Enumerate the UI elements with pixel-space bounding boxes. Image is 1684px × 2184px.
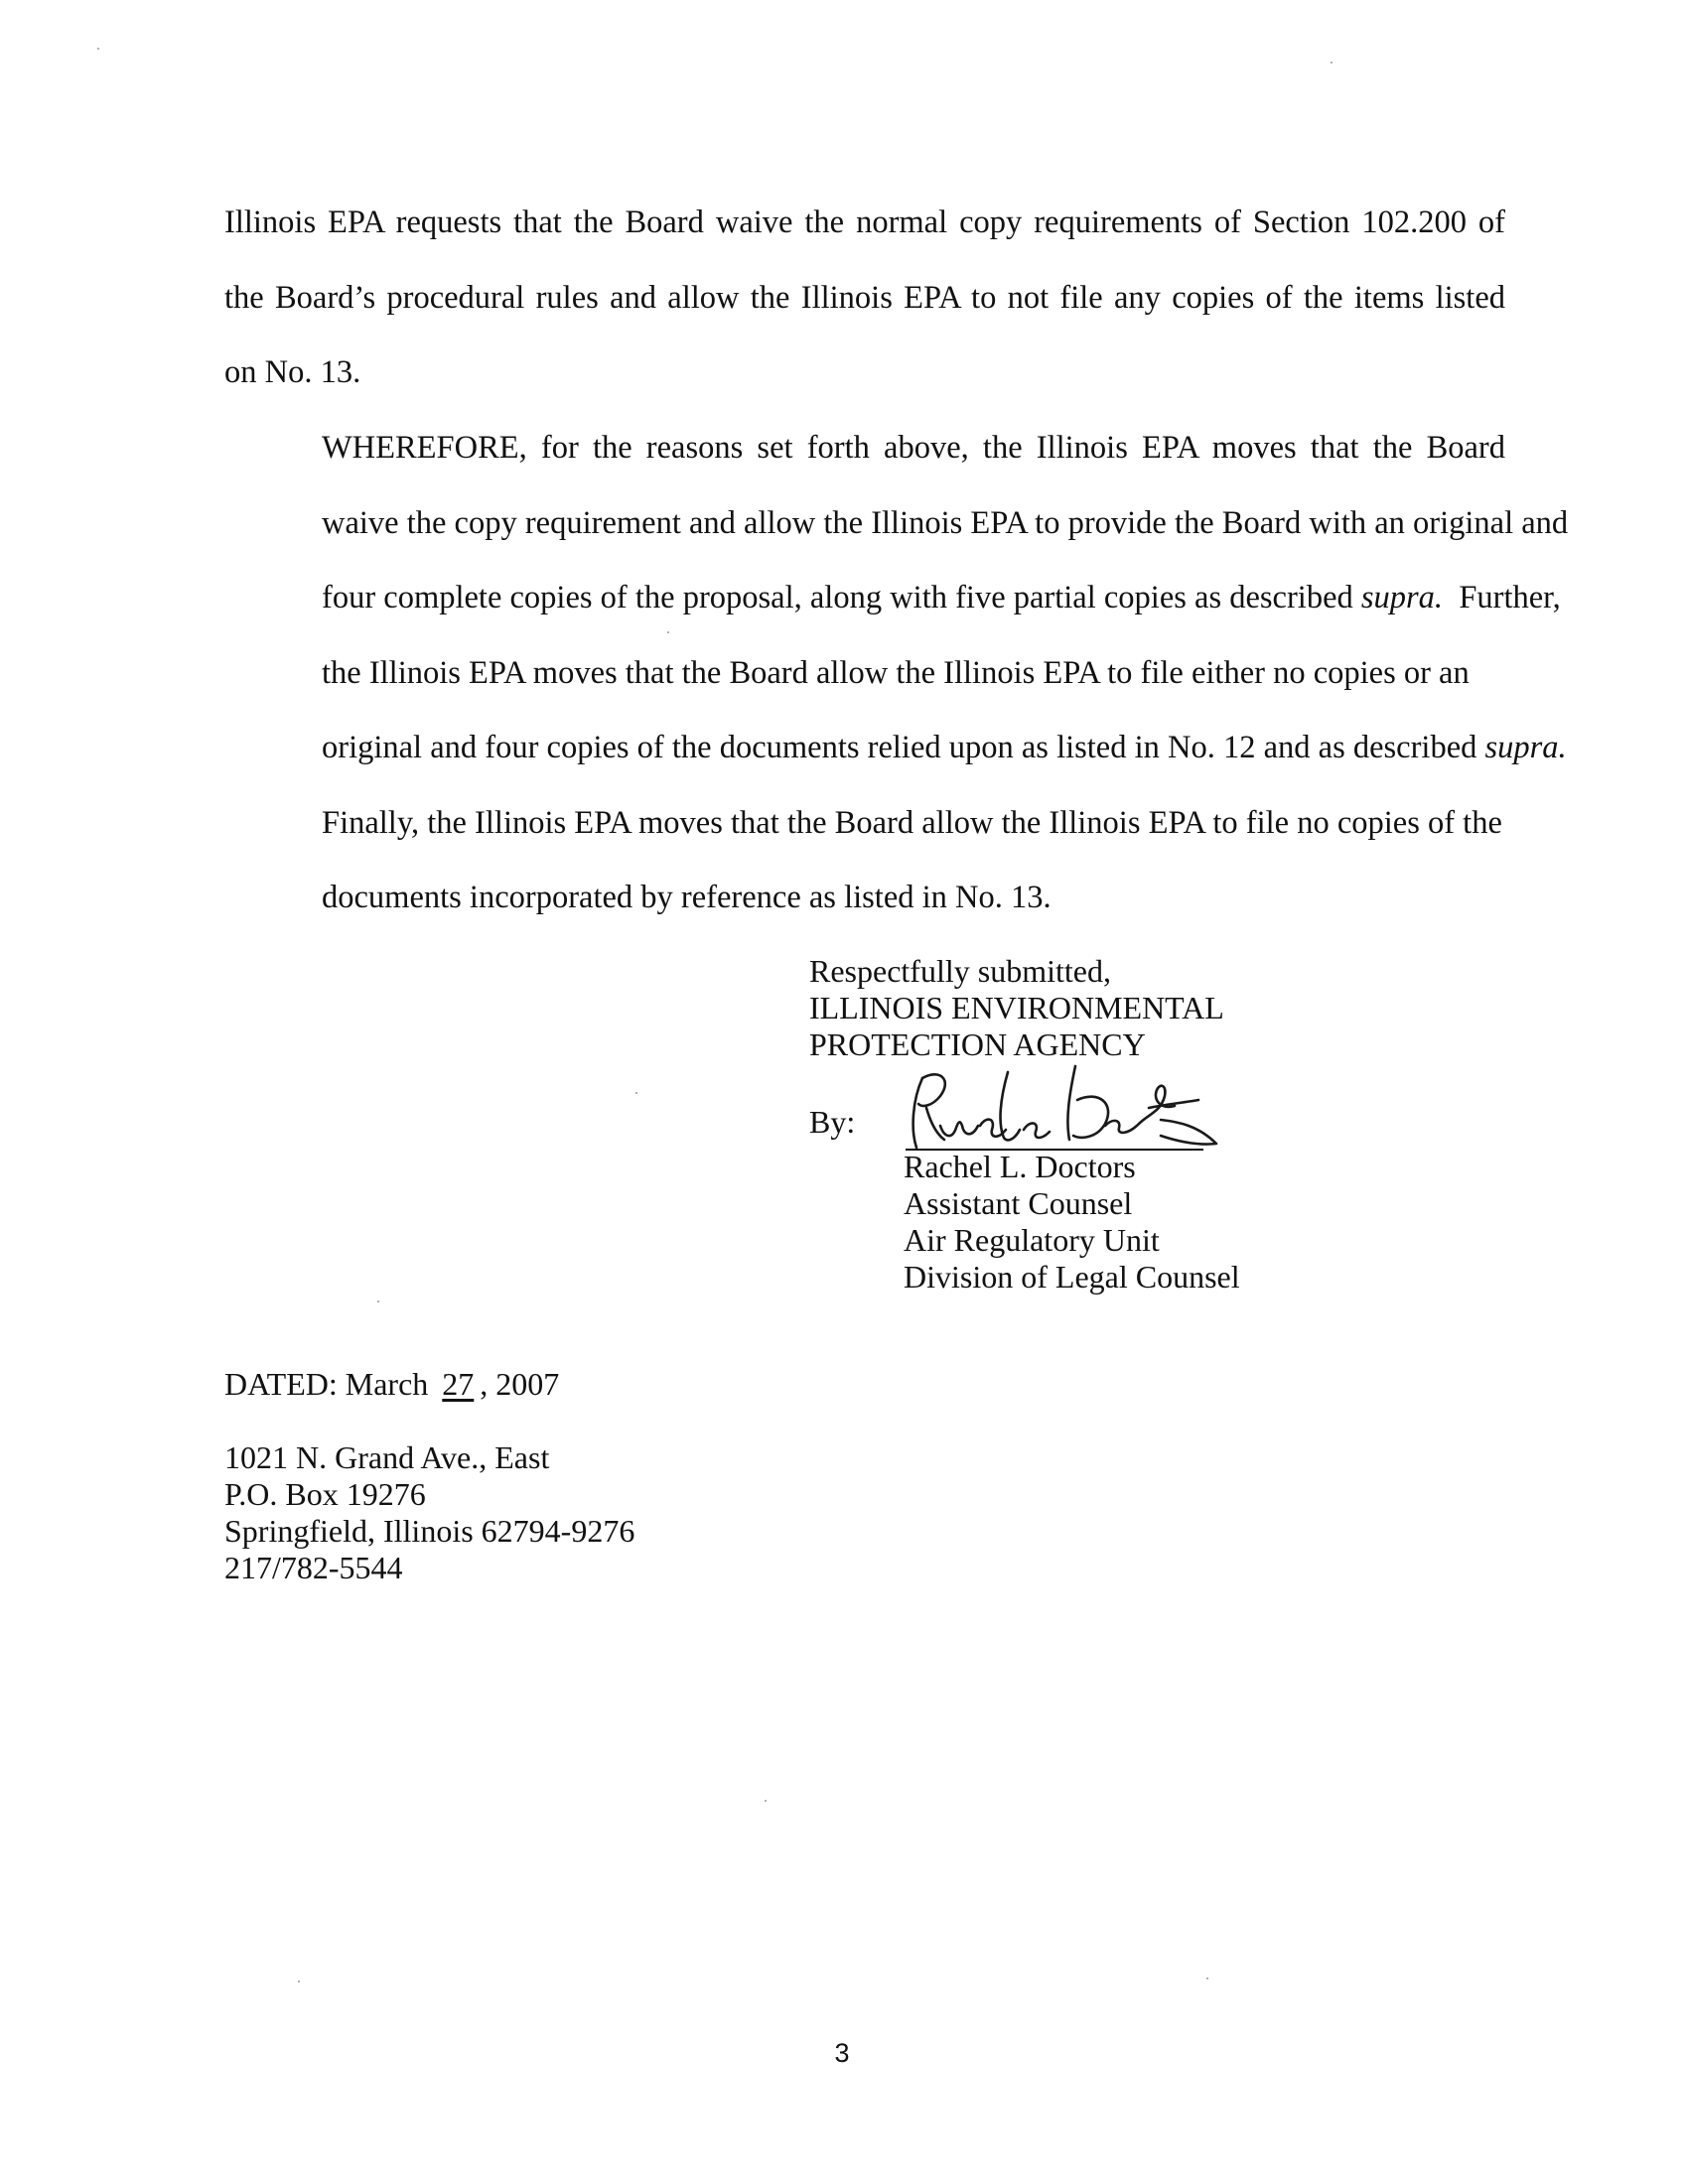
scan-speck — [377, 1300, 379, 1302]
address-street: 1021 N. Grand Ave., East — [224, 1439, 550, 1475]
scan-speck — [298, 1980, 300, 1982]
paragraph-line: documents incorporated by reference as listed in No. 13. — [322, 880, 1052, 915]
handwritten-signature — [901, 1060, 1228, 1155]
signer-division: Division of Legal Counsel — [904, 1259, 1240, 1295]
text-run: original and four copies of the documents relied upon as listed in No. 12 and as described — [322, 730, 1477, 765]
scan-speck — [97, 48, 99, 50]
by-label: By: — [809, 1104, 856, 1140]
scan-speck — [635, 1092, 637, 1094]
closing-text: Respectfully submitted, — [809, 953, 1111, 989]
address-block — [224, 1439, 634, 1586]
dated-line — [224, 1366, 559, 1403]
address-city: Springfield, Illinois 62794-9276 — [224, 1513, 635, 1549]
signature-icon — [901, 1060, 1228, 1155]
italic-supra: supra. — [1360, 580, 1444, 615]
paragraph-line — [224, 711, 1567, 786]
signer-unit: Air Regulatory Unit — [904, 1222, 1160, 1258]
agency-name-line1: ILLINOIS ENVIRONMENTAL — [809, 990, 1224, 1025]
paragraph-line: the Board’s procedural rules and allow the Illinois EPA to not file any copies of the items listed — [224, 279, 1505, 316]
page-number: 3 — [834, 2038, 850, 2068]
agency-name-line2: PROTECTION AGENCY — [809, 1026, 1146, 1062]
paragraph-line: the Illinois EPA moves that the Board allow the Illinois EPA to file either no copies or an — [322, 654, 1470, 691]
text-run: Further, — [1459, 580, 1561, 615]
address-po-box: P.O. Box 19276 — [224, 1476, 426, 1512]
scan-speck — [765, 1800, 767, 1802]
signature-block — [809, 953, 1224, 1140]
paragraph-line: waive the copy requirement and allow the Illinois EPA to provide the Board with an original and — [322, 504, 1569, 541]
dated-prefix: DATED: March — [224, 1366, 429, 1402]
text-run: four complete copies of the proposal, along with five partial copies as described — [322, 580, 1353, 615]
dated-day: 27 — [442, 1366, 475, 1402]
paragraph-copy-waiver-request — [224, 186, 1505, 411]
scan-speck — [1331, 62, 1333, 64]
signer-title: Assistant Counsel — [904, 1185, 1133, 1221]
scan-speck — [1206, 1978, 1208, 1979]
italic-supra: supra. — [1484, 730, 1567, 765]
paragraph-line: WHEREFORE, for the reasons set forth above, the Illinois EPA moves that the Board — [322, 430, 1505, 466]
scan-speck — [667, 631, 669, 633]
paragraph-line: Illinois EPA requests that the Board waive the normal copy requirements of Section 102.200 of — [224, 205, 1505, 240]
signer-details — [904, 1149, 1240, 1296]
paragraph-wherefore — [224, 411, 1569, 936]
address-phone: 217/782-5544 — [224, 1550, 403, 1585]
dated-suffix: , 2007 — [480, 1366, 560, 1402]
paragraph-line: Finally, the Illinois EPA moves that the Board allow the Illinois EPA to file no copies of the — [322, 804, 1502, 841]
signer-name: Rachel L. Doctors — [904, 1149, 1136, 1184]
paragraph-line: on No. 13. — [224, 354, 361, 390]
paragraph-line — [224, 561, 1561, 636]
